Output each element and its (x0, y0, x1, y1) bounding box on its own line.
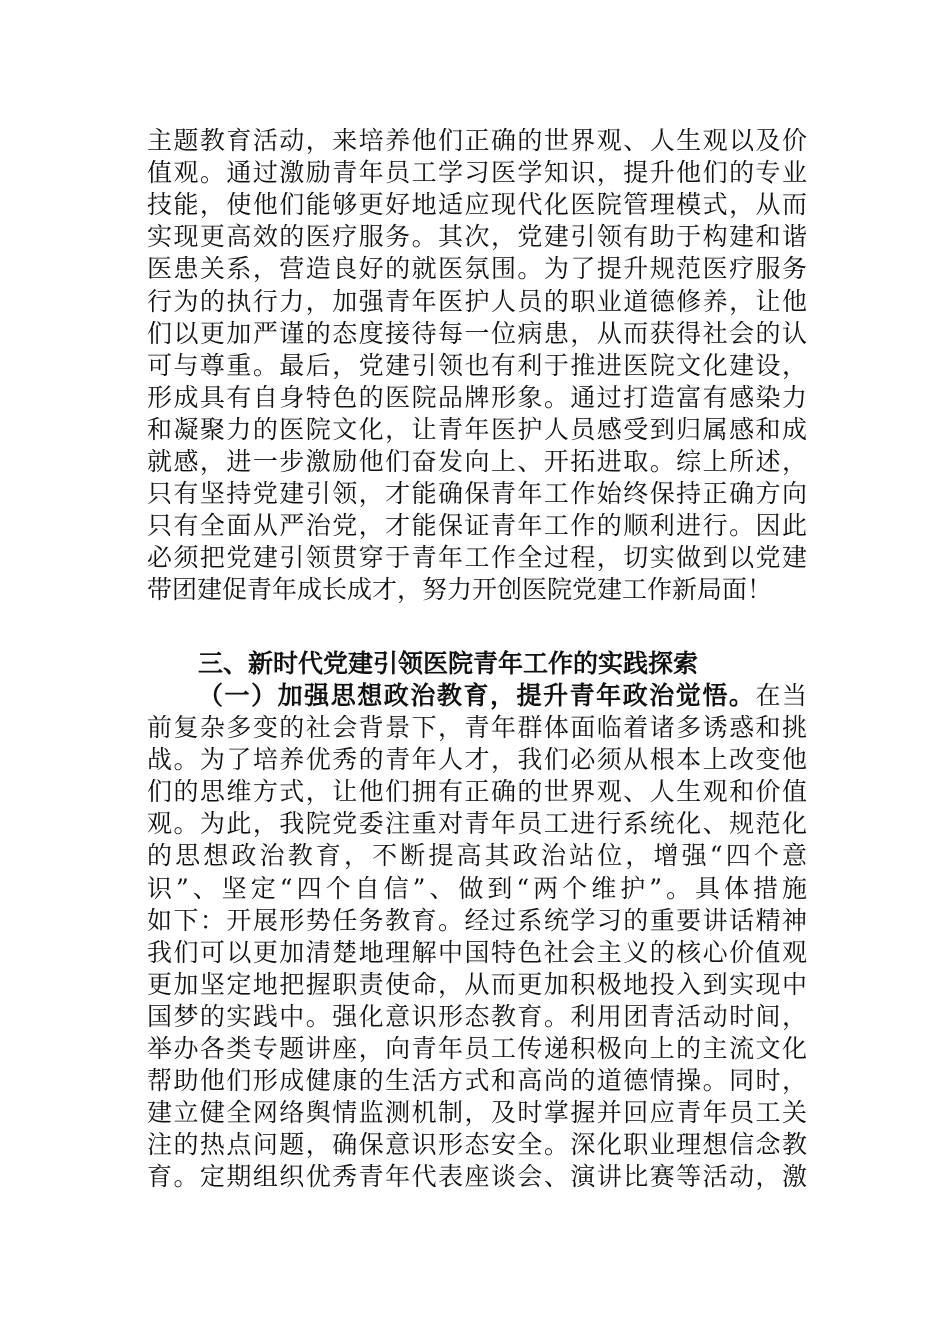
paragraph-line: 我们可以更加清楚地理解中国特色社会主义的核心价值观 (147, 937, 807, 967)
paragraph-line-rest: 在当 (755, 681, 807, 710)
paragraph-line: 和凝聚力的医院文化，让青年医护人员感受到归属感和成 (147, 414, 807, 444)
paragraph-line: 的思想政治教育，不断提高其政治站位，增强“四个意 (147, 841, 807, 871)
paragraph-line: 只有坚持党建引领，才能确保青年工作始终保持正确方向 (147, 479, 807, 509)
paragraph-line: 实现更高效的医疗服务。其次，党建引领有助于构建和谐 (147, 222, 807, 252)
paragraph-line: 们以更加严谨的态度接待每一位病患，从而获得社会的认 (147, 318, 807, 348)
paragraph-line: 只有全面从严治党，才能保证青年工作的顺利进行。因此 (147, 511, 807, 541)
paragraph-line: 技能，使他们能够更好地适应现代化医院管理模式，从而 (147, 190, 807, 220)
paragraph-line: 育。定期组织优秀青年代表座谈会、演讲比赛等活动，激 (147, 1162, 807, 1192)
section-heading: 三、新时代党建引领医院青年工作的实践探索 (198, 649, 699, 678)
paragraph-line: 更加坚定地把握职责使命，从而更加积极地投入到实现中 (147, 969, 807, 999)
paragraph-line: 必须把党建引领贯穿于青年工作全过程，切实做到以党建 (147, 543, 807, 573)
subsection-lead: （一）加强思想政治教育，提升青年政治觉悟。 (198, 681, 756, 710)
paragraph-line: 值观。通过激励青年员工学习医学知识，提升他们的专业 (147, 158, 807, 188)
paragraph-line: 形成具有自身特色的医院品牌形象。通过打造富有感染力 (147, 382, 807, 412)
paragraph-line: 主题教育活动，来培养他们正确的世界观、人生观以及价 (147, 126, 807, 155)
paragraph-line: 注的热点问题，确保意识形态安全。深化职业理想信念教 (147, 1130, 807, 1160)
paragraph-line: 国梦的实践中。强化意识形态教育。利用团青活动时间， (147, 1001, 807, 1031)
paragraph-line: 前复杂多变的社会背景下，青年群体面临着诸多诱惑和挑 (147, 713, 807, 742)
paragraph-line: 就感，进一步激励他们奋发向上、开拓进取。综上所述， (147, 447, 807, 476)
paragraph-line (198, 680, 807, 712)
paragraph-line: 带团建促青年成长成才，努力开创医院党建工作新局面！ (147, 575, 773, 605)
paragraph-line: 如下：开展形势任务教育。经过系统学习的重要讲话精神 (147, 905, 807, 935)
paragraph-line: 帮助他们形成健康的生活方式和高尚的道德情操。同时， (147, 1066, 807, 1096)
paragraph-line: 战。为了培养优秀的青年人才，我们必须从根本上改变他 (147, 745, 807, 775)
paragraph-line: 医患关系，营造良好的就医氛围。为了提升规范医疗服务 (147, 254, 807, 284)
paragraph-line: 建立健全网络舆情监测机制，及时掌握并回应青年员工关 (147, 1098, 807, 1128)
paragraph-line: 行为的执行力，加强青年医护人员的职业道德修养，让他 (147, 286, 807, 316)
paragraph-line: 们的思维方式，让他们拥有正确的世界观、人生观和价值 (147, 777, 807, 807)
paragraph-line: 可与尊重。最后，党建引领也有利于推进医院文化建设， (147, 350, 807, 380)
paragraph-line: 观。为此，我院党委注重对青年员工进行系统化、规范化 (147, 809, 807, 839)
paragraph-line: 举办各类专题讲座，向青年员工传递积极向上的主流文化 (147, 1034, 807, 1063)
paragraph-line: 识”、坚定“四个自信”、做到“两个维护”。具体措施 (147, 873, 807, 903)
